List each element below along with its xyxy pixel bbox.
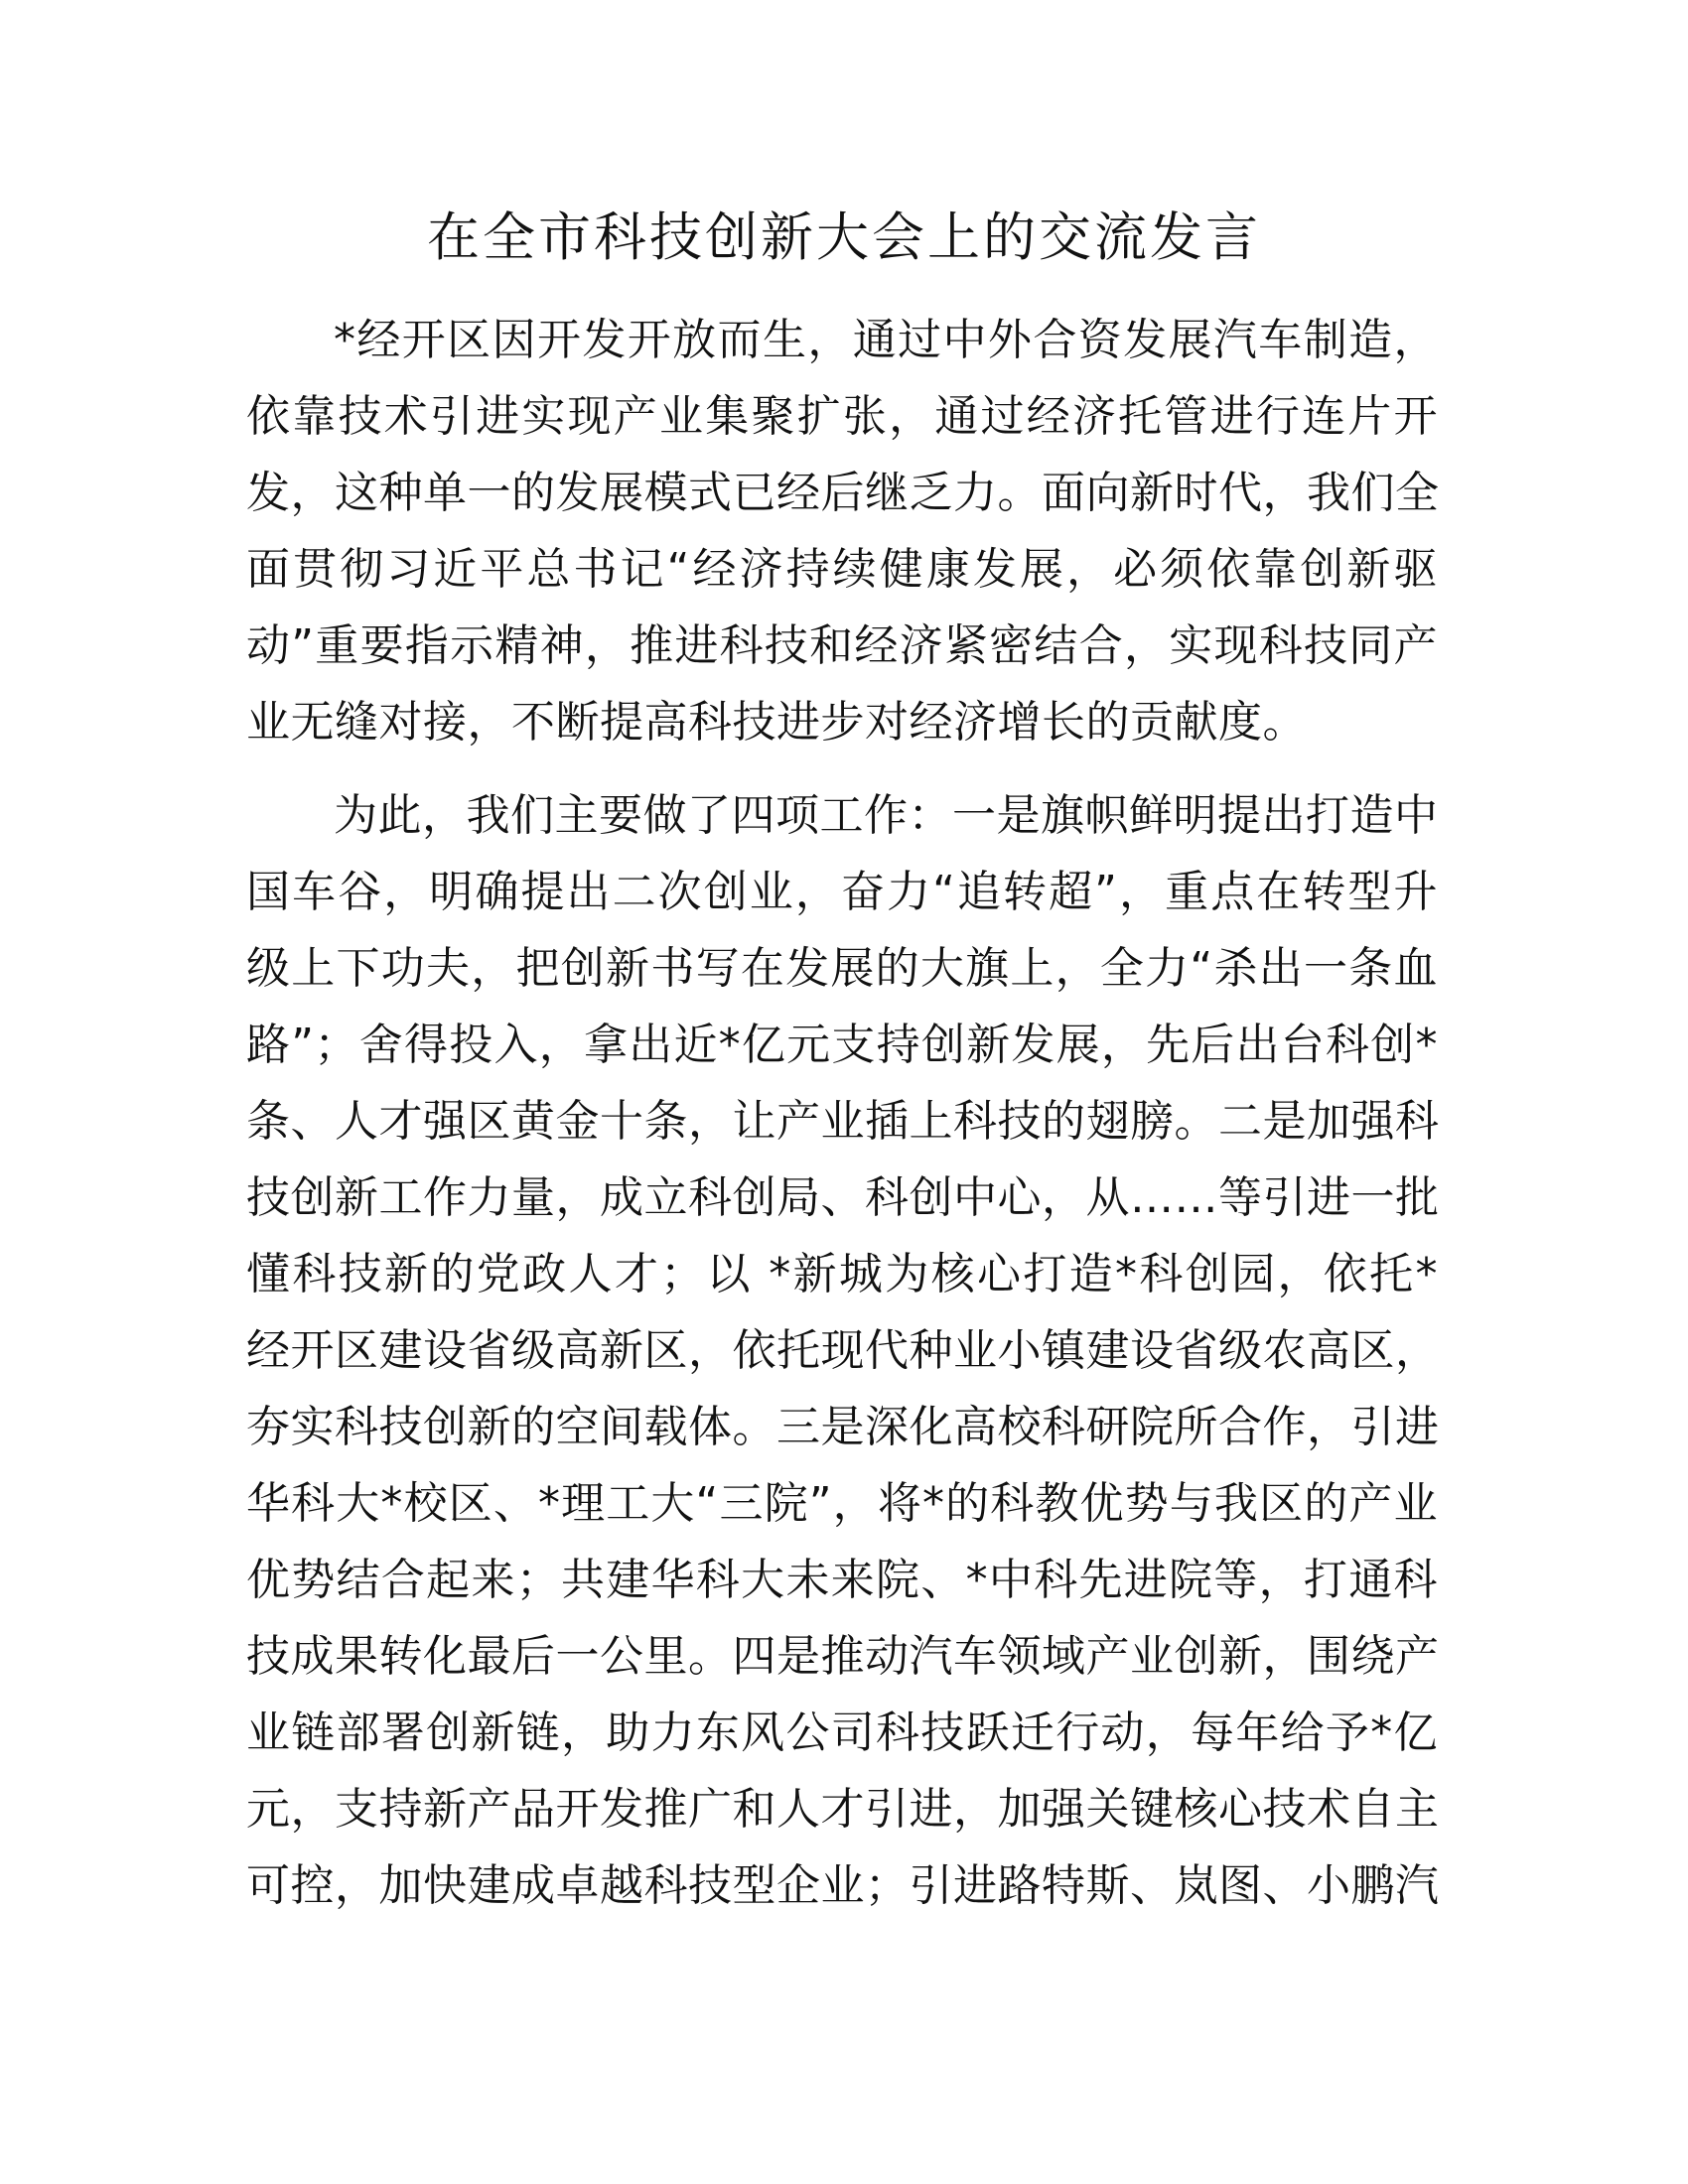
paragraph-line: 懂科技新的党政人才；以 *新城为核心打造*科创园，依托* — [246, 1249, 1438, 1299]
paragraph-line: 国车谷，明确提出二次创业，奋力“追转超”，重点在转型升 — [246, 867, 1438, 917]
paragraph-line: 可控，加快建成卓越科技型企业；引进路特斯、岚图、小鹏汽 — [246, 1860, 1440, 1911]
paragraph-line: *经开区因开发开放而生，通过中外合资发展汽车制造， — [334, 315, 1438, 365]
paragraph-line: 夯实科技创新的空间载体。三是深化高校科研院所合作，引进 — [246, 1402, 1440, 1452]
paragraph-line: 业无缝对接，不断提高科技进步对经济增长的贡献度。 — [246, 697, 1307, 748]
paragraph-line: 面贯彻习近平总书记“经济持续健康发展，必须依靠创新驱 — [246, 544, 1438, 595]
paragraph-line: 技创新工作力量，成立科创局、科创中心，从……等引进一批 — [246, 1172, 1440, 1223]
document-title: 在全市科技创新大会上的交流发言 — [427, 207, 1261, 268]
paragraph-line: 级上下功夫，把创新书写在发展的大旗上，全力“杀出一条血 — [246, 943, 1438, 994]
paragraph-line: 条、人才强区黄金十条，让产业插上科技的翅膀。二是加强科 — [246, 1096, 1440, 1147]
paragraph-line: 为此，我们主要做了四项工作：一是旗帜鲜明提出打造中 — [334, 790, 1439, 841]
paragraph-line: 发，这种单一的发展模式已经后继乏力。面向新时代，我们全 — [246, 468, 1440, 518]
paragraph-line: 动”重要指示精神，推进科技和经济紧密结合，实现科技同产 — [246, 620, 1438, 671]
paragraph-line: 华科大*校区、*理工大“三院”，将*的科教优势与我区的产业 — [246, 1478, 1438, 1529]
paragraph-line: 经开区建设省级高新区，依托现代种业小镇建设省级农高区， — [246, 1325, 1440, 1376]
paragraph-line: 技成果转化最后一公里。四是推动汽车领域产业创新，围绕产 — [246, 1631, 1440, 1682]
body-paragraph-2 — [246, 777, 1438, 1924]
paragraph-line: 路”；舍得投入，拿出近*亿元支持创新发展，先后出台科创* — [246, 1020, 1438, 1070]
paragraph-line: 业链部署创新链，助力东风公司科技跃迁行动，每年给予*亿 — [246, 1707, 1438, 1758]
paragraph-line: 优势结合起来；共建华科大未来院、*中科先进院等，打通科 — [246, 1555, 1438, 1605]
paragraph-line: 元，支持新产品开发推广和人才引进，加强关键核心技术自主 — [246, 1784, 1440, 1835]
body-paragraph-1 — [246, 302, 1438, 760]
paragraph-line: 依靠技术引进实现产业集聚扩张，通过经济托管进行连片开 — [246, 391, 1438, 442]
